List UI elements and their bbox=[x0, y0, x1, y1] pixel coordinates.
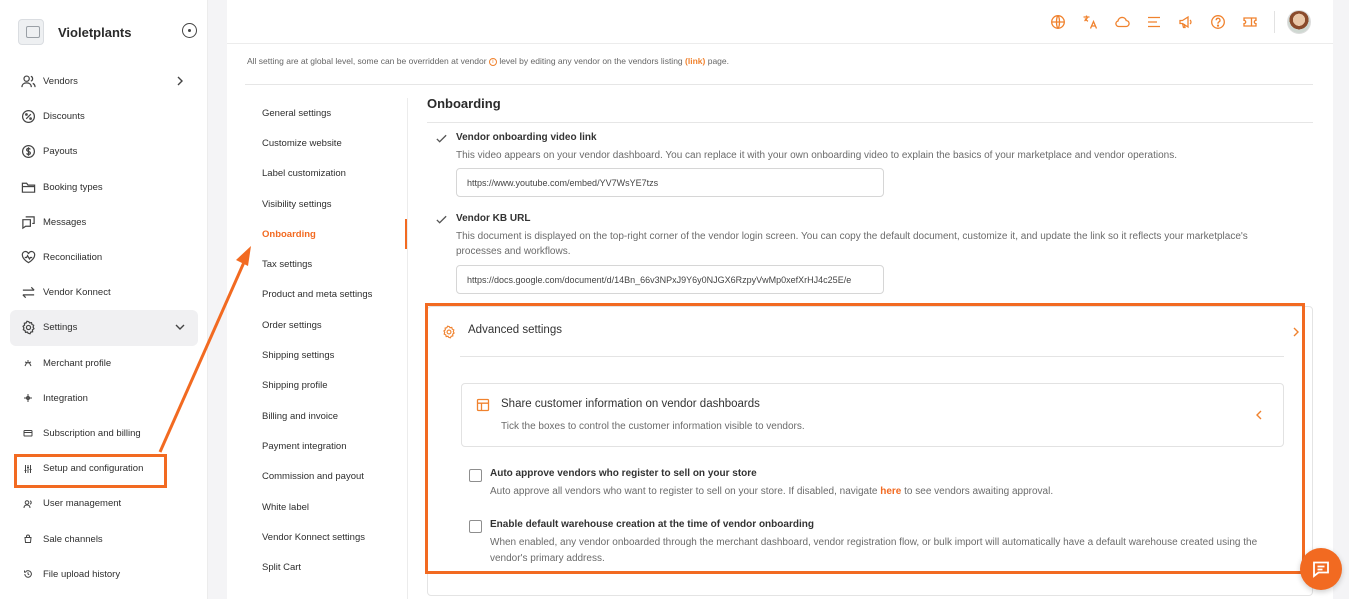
sidebar-item-label: Merchant profile bbox=[43, 357, 112, 369]
page-title: Onboarding bbox=[427, 96, 501, 111]
option-description-text: to see vendors awaiting approval. bbox=[904, 486, 1054, 497]
sidebar-item-messages[interactable] bbox=[10, 205, 198, 240]
field-description: This document is displayed on the top-right corner of the vendor login screen. You can copy the default document, customize it, and update the link so it reflects your marketplace's processes and workflows. bbox=[456, 231, 1248, 257]
bag-icon bbox=[20, 531, 36, 547]
settings-tab-visibility[interactable]: Visibility settings bbox=[262, 198, 332, 210]
settings-nav bbox=[227, 98, 407, 583]
menu-icon[interactable] bbox=[1144, 12, 1164, 32]
option-description bbox=[490, 484, 1290, 500]
sidebar-item-label: Messages bbox=[43, 216, 87, 228]
check-icon bbox=[435, 132, 449, 146]
arrows-icon bbox=[20, 285, 36, 301]
sidebar-item-label: Setup and configuration bbox=[43, 463, 144, 475]
awaiting-approval-link[interactable]: here bbox=[880, 486, 902, 497]
chevron-right-icon[interactable] bbox=[1290, 325, 1302, 337]
sidebar-item-integration[interactable] bbox=[10, 381, 198, 416]
chevron-right-icon bbox=[174, 75, 186, 87]
chevron-left-icon[interactable] bbox=[1253, 408, 1265, 420]
sidebar-item-reconciliation[interactable] bbox=[10, 240, 198, 275]
settings-tab-shipping-profile[interactable]: Shipping profile bbox=[262, 380, 328, 392]
vendors-listing-link[interactable]: (link) bbox=[685, 56, 706, 66]
sidebar-item-label: Integration bbox=[43, 392, 88, 404]
sidebar-nav bbox=[10, 64, 198, 592]
field-label: Vendor KB URL bbox=[456, 213, 531, 224]
onboarding-content bbox=[427, 96, 1313, 285]
global-settings-notice bbox=[247, 56, 729, 66]
sidebar-item-label: Vendor Konnect bbox=[43, 287, 111, 299]
avatar[interactable] bbox=[1287, 10, 1311, 34]
sidebar-item-label: Sale channels bbox=[43, 533, 103, 545]
sidebar-item-discounts[interactable] bbox=[10, 99, 198, 134]
discount-icon bbox=[20, 109, 36, 125]
settings-tab-onboarding[interactable]: Onboarding bbox=[262, 228, 316, 240]
sidebar-item-label: Subscription and billing bbox=[43, 427, 141, 439]
integration-icon bbox=[20, 390, 36, 406]
ticket-icon[interactable] bbox=[1240, 12, 1260, 32]
sidebar-item-user-management[interactable] bbox=[10, 486, 198, 521]
settings-tab-order[interactable]: Order settings bbox=[262, 319, 322, 331]
settings-tab-commission-payout[interactable]: Commission and payout bbox=[262, 471, 364, 483]
brand-logo bbox=[18, 19, 44, 45]
setup-highlight-box bbox=[14, 454, 167, 488]
sidebar-item-merchant-profile[interactable] bbox=[10, 346, 198, 381]
top-bar-divider bbox=[1274, 11, 1275, 33]
check-icon bbox=[435, 213, 449, 227]
settings-tab-split-cart[interactable]: Split Cart bbox=[262, 562, 302, 574]
settings-tab-tax[interactable]: Tax settings bbox=[262, 259, 313, 271]
option-label: Enable default warehouse creation at the time of vendor onboarding bbox=[490, 519, 814, 530]
card-icon bbox=[20, 425, 36, 441]
settings-tab-vendor-konnect[interactable]: Vendor Konnect settings bbox=[262, 531, 365, 543]
sidebar-item-booking-types[interactable] bbox=[10, 170, 198, 205]
sidebar bbox=[0, 0, 208, 599]
gear-icon bbox=[442, 325, 456, 339]
chat-icon bbox=[1311, 559, 1331, 579]
warehouse-checkbox[interactable] bbox=[469, 520, 482, 533]
sidebar-item-subscription[interactable] bbox=[10, 416, 198, 451]
top-bar bbox=[227, 0, 1333, 44]
dollar-icon bbox=[20, 144, 36, 160]
sidebar-item-settings[interactable] bbox=[10, 310, 198, 345]
video-link-input[interactable]: https://www.youtube.com/embed/YV7WsYE7tzs bbox=[456, 168, 884, 197]
globe-icon[interactable] bbox=[1048, 12, 1068, 32]
auto-approve-checkbox[interactable] bbox=[469, 469, 482, 482]
chevron-down-icon bbox=[174, 321, 186, 333]
settings-tab-customize-website[interactable]: Customize website bbox=[262, 137, 342, 149]
history-icon bbox=[20, 566, 36, 582]
settings-tab-general[interactable]: General settings bbox=[262, 107, 332, 119]
settings-tab-product-meta[interactable]: Product and meta settings bbox=[262, 289, 373, 301]
help-icon[interactable] bbox=[1208, 12, 1228, 32]
users-icon bbox=[20, 74, 36, 90]
divider bbox=[460, 356, 1284, 357]
divider bbox=[427, 122, 1313, 123]
notice-text: All setting are at global level, some can be overridden at vendor bbox=[247, 56, 487, 66]
merchant-icon bbox=[20, 355, 36, 371]
share-card-description: Tick the boxes to control the customer information visible to vendors. bbox=[501, 421, 805, 432]
settings-tab-white-label[interactable]: White label bbox=[262, 501, 309, 513]
field-label: Vendor onboarding video link bbox=[456, 132, 597, 143]
user-icon bbox=[20, 496, 36, 512]
settings-nav-divider bbox=[407, 98, 408, 599]
megaphone-icon[interactable] bbox=[1176, 12, 1196, 32]
info-icon: i bbox=[489, 58, 497, 66]
sidebar-item-label: Vendors bbox=[43, 76, 78, 88]
gear-icon bbox=[20, 320, 36, 336]
translate-icon[interactable] bbox=[1080, 12, 1100, 32]
sidebar-toggle-icon[interactable] bbox=[182, 23, 197, 38]
sidebar-item-vendors[interactable] bbox=[10, 64, 198, 99]
sidebar-item-file-upload-history[interactable] bbox=[10, 557, 198, 592]
sidebar-item-label: Booking types bbox=[43, 181, 103, 193]
share-card-title: Share customer information on vendor dashboards bbox=[501, 398, 760, 410]
settings-tab-label-customization[interactable]: Label customization bbox=[262, 168, 346, 180]
messages-icon bbox=[20, 214, 36, 230]
brand-name: Violetplants bbox=[58, 24, 132, 40]
main-panel bbox=[227, 0, 1333, 599]
chat-button[interactable] bbox=[1300, 548, 1342, 590]
advanced-settings-panel bbox=[427, 306, 1313, 596]
field-description: This video appears on your vendor dashboard. You can replace it with your own onboarding video to explain the basics of your marketplace and vendor operations. bbox=[456, 150, 1178, 161]
sidebar-item-label: Payouts bbox=[43, 146, 78, 158]
sidebar-item-label: User management bbox=[43, 498, 122, 510]
kb-url-input[interactable]: https://docs.google.com/document/d/14Bn_66v3NPxJ9Y6y0NJGX6RzpyVwMp0xefXrHJ4c25E/e bbox=[456, 265, 884, 294]
settings-tab-billing-invoice[interactable]: Billing and invoice bbox=[262, 410, 339, 422]
notice-text: level by editing any vendor on the vendors listing bbox=[499, 56, 683, 66]
brand bbox=[18, 18, 208, 46]
sidebar-item-label: File upload history bbox=[43, 568, 121, 580]
heart-icon bbox=[20, 250, 36, 266]
option-label: Auto approve vendors who register to sell on your store bbox=[490, 468, 757, 479]
table-icon bbox=[476, 398, 490, 412]
sidebar-item-vendor-konnect[interactable] bbox=[10, 275, 198, 310]
option-description: When enabled, any vendor onboarded through the merchant dashboard, vendor registration flow, or bulk import will automatically have a default warehouse created using the vendor's primary address. bbox=[490, 537, 1258, 564]
sidebar-item-label: Reconciliation bbox=[43, 252, 103, 264]
option-description-text: Auto approve all vendors who want to register to sell on your store. If disabled, navigate bbox=[490, 486, 878, 497]
sidebar-item-label: Discounts bbox=[43, 111, 85, 123]
folder-icon bbox=[20, 179, 36, 195]
sidebar-item-label: Settings bbox=[43, 322, 78, 334]
share-customer-info-card[interactable] bbox=[461, 383, 1284, 447]
sidebar-item-payouts[interactable] bbox=[10, 134, 198, 169]
top-bar-icons bbox=[1036, 10, 1311, 34]
sidebar-item-sale-channels[interactable] bbox=[10, 521, 198, 556]
settings-tab-shipping[interactable]: Shipping settings bbox=[262, 350, 335, 362]
settings-tab-payment-integration[interactable]: Payment integration bbox=[262, 440, 347, 452]
divider bbox=[245, 84, 1313, 85]
advanced-settings-title[interactable]: Advanced settings bbox=[468, 324, 562, 336]
cloud-icon[interactable] bbox=[1112, 12, 1132, 32]
notice-text: page. bbox=[707, 56, 729, 66]
